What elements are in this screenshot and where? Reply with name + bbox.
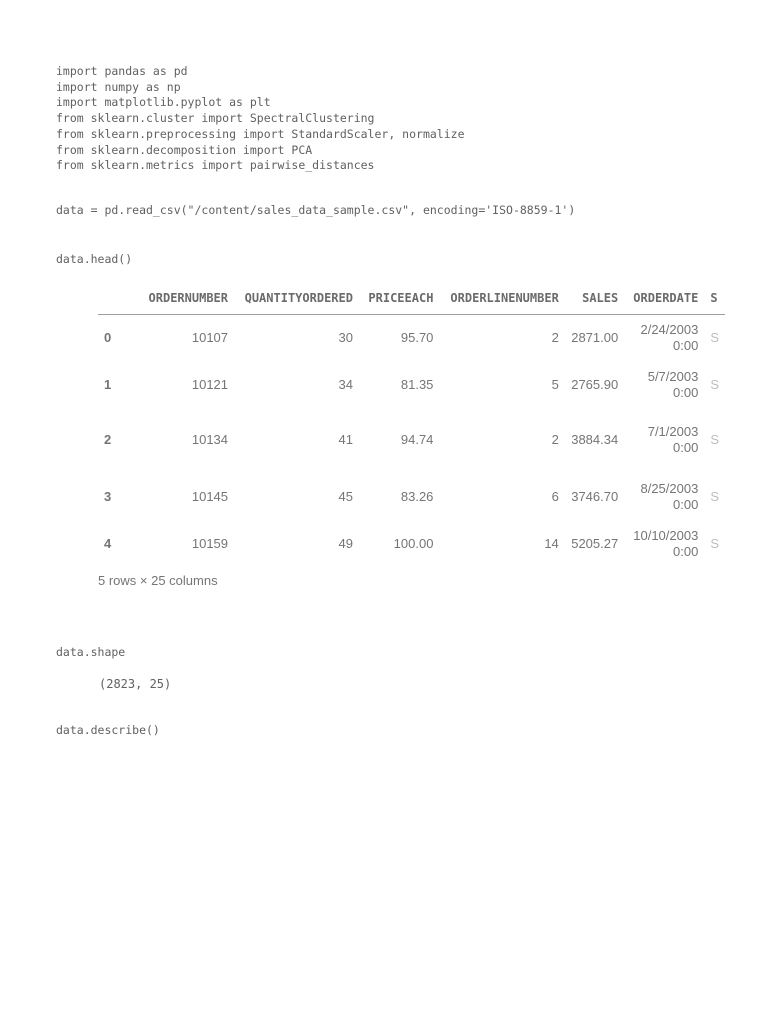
cell-orderdate-date: 10/10/2003 [633, 527, 699, 543]
code-cell-read-csv[interactable]: data = pd.read_csv("/content/sales_data_sample.csv", encoding='ISO-8859-1') [56, 203, 576, 217]
table-header-row [98, 282, 725, 315]
cell-orderdate-time: 0:00 [673, 439, 699, 455]
cell-orderdate [624, 409, 704, 471]
cell-quantityordered: 34 [338, 377, 353, 392]
row-index: 4 [104, 536, 112, 551]
cell-orderdate [624, 315, 704, 361]
dataframe-table [98, 282, 725, 565]
cell-orderlinenumber: 2 [551, 432, 559, 447]
cell-ordernumber: 10107 [191, 330, 229, 346]
cell-orderdate-date: 2/24/2003 [640, 321, 699, 337]
column-header-quantityordered: QUANTITYORDERED [234, 282, 359, 315]
cell-orderdate-date: 5/7/2003 [647, 368, 699, 384]
row-index: 1 [104, 377, 112, 392]
cell-orderdate-time: 0:00 [673, 337, 699, 353]
cell-priceeach: 83.26 [400, 489, 434, 504]
cell-ordernumber: 10121 [191, 377, 229, 392]
cell-orderdate-date: 8/25/2003 [640, 480, 699, 496]
table-row [98, 315, 725, 361]
cell-orderlinenumber: 14 [544, 536, 559, 551]
cell-quantityordered: 49 [338, 536, 353, 551]
cell-quantityordered: 41 [338, 432, 353, 447]
column-header-orderdate: ORDERDATE [624, 282, 704, 315]
cell-sales: 3746.70 [571, 489, 619, 504]
cell-sales: 2871.00 [571, 330, 619, 346]
column-header-index [98, 282, 122, 315]
cell-next: S [710, 432, 719, 447]
code-cell-head[interactable]: data.head() [56, 252, 133, 266]
row-index: 0 [104, 330, 112, 346]
code-cell-imports[interactable]: import pandas as pd import numpy as np import matplotlib.pyplot as plt from sklearn.cluster import SpectralClustering from sklearn.preprocessing import StandardScaler, normalize from sklearn.decomposition import PCA from sklearn.metrics import pairwise_distances [56, 64, 465, 173]
column-header-next: S [704, 282, 725, 315]
cell-next: S [710, 330, 719, 346]
cell-ordernumber: 10145 [191, 489, 229, 504]
dataframe-shape-caption: 5 rows × 25 columns [98, 573, 218, 588]
cell-priceeach: 95.70 [400, 330, 434, 346]
cell-sales: 2765.90 [571, 377, 619, 392]
column-header-orderlinenumber: ORDERLINENUMBER [439, 282, 564, 315]
cell-next: S [710, 489, 719, 504]
column-header-priceeach: PRICEEACH [359, 282, 439, 315]
cell-quantityordered: 30 [338, 330, 353, 346]
code-cell-describe[interactable]: data.describe() [56, 723, 160, 737]
cell-orderdate [624, 471, 704, 523]
cell-orderdate [624, 361, 704, 409]
row-index: 3 [104, 489, 112, 504]
table-row [98, 409, 725, 471]
cell-orderdate [624, 523, 704, 565]
table-row [98, 471, 725, 523]
cell-priceeach: 81.35 [400, 377, 434, 392]
cell-sales: 3884.34 [571, 432, 619, 447]
cell-sales: 5205.27 [571, 536, 619, 551]
cell-next: S [710, 377, 719, 392]
cell-priceeach: 100.00 [393, 536, 434, 551]
cell-orderlinenumber: 2 [551, 330, 559, 346]
table-row [98, 361, 725, 409]
cell-quantityordered: 45 [338, 489, 353, 504]
column-header-ordernumber: ORDERNUMBER [122, 282, 234, 315]
cell-orderdate-time: 0:00 [673, 384, 699, 400]
cell-orderdate-time: 0:00 [673, 543, 699, 559]
dataframe-output [98, 282, 725, 565]
cell-priceeach: 94.74 [400, 432, 434, 447]
cell-orderlinenumber: 6 [551, 489, 559, 504]
column-header-sales: SALES [565, 282, 624, 315]
cell-orderlinenumber: 5 [551, 377, 559, 392]
table-row [98, 523, 725, 565]
cell-ordernumber: 10159 [191, 536, 229, 551]
cell-orderdate-time: 0:00 [673, 496, 699, 512]
row-index: 2 [104, 432, 112, 447]
cell-ordernumber: 10134 [191, 432, 229, 447]
code-cell-shape[interactable]: data.shape [56, 645, 126, 659]
cell-orderdate-date: 7/1/2003 [647, 423, 699, 439]
shape-output: (2823, 25) [99, 677, 172, 691]
cell-next: S [710, 536, 719, 551]
